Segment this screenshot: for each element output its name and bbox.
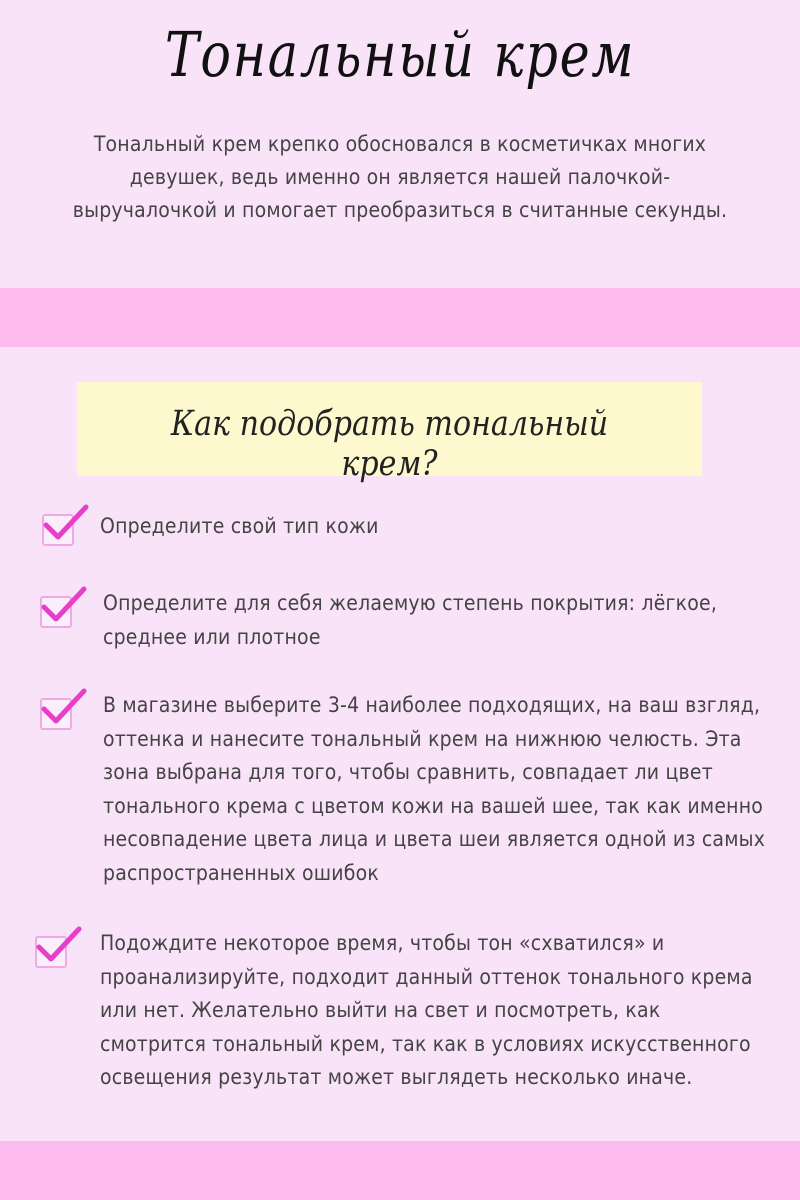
checklist-item-text: Определите для себя желаемую степень покрытия: лёгкое, среднее или плотное (103, 591, 718, 649)
section-subtitle: Как подобрать тональный крем? (170, 404, 609, 484)
checklist-item-text: В магазине выберите 3-4 наиболее подходящих, на ваш взгляд, оттенка и нанесите тональный крем на нижнюю челюсть. Эта зона выбрана для того, чтобы сравнить, совпадает ли цвет тонального крема с цветом кожи на вашей шее, так как именно несовпадение цвета лица и цвета шеи является одной из самых распространенных ошибок (103, 693, 766, 885)
checklist-item-text: Определите свой тип кожи (100, 514, 379, 538)
page-title: Тональный крем (164, 18, 636, 91)
checkmark-icon (38, 687, 88, 729)
intro-paragraph: Тональный крем крепко обосновался в косметичках многих девушек, ведь именно он является нашей палочкой-выручалочкой и помогает преобразиться в считанные секунды. (72, 132, 728, 222)
pink-divider-band (0, 288, 800, 347)
checkmark-icon (38, 585, 88, 627)
subtitle-box (77, 382, 702, 484)
pink-footer-band (0, 1141, 800, 1200)
checkmark-icon (40, 503, 90, 545)
checkmark-icon (33, 925, 83, 967)
checklist-item-text: Подождите некоторое время, чтобы тон «схватился» и проанализируйте, подходит данный оттенок тонального крема или нет. Желательно выйти на свет и посмотреть, как смотрится тональный крем, так как в условиях искусственного освещения результат может выглядеть несколько иначе. (100, 931, 753, 1089)
